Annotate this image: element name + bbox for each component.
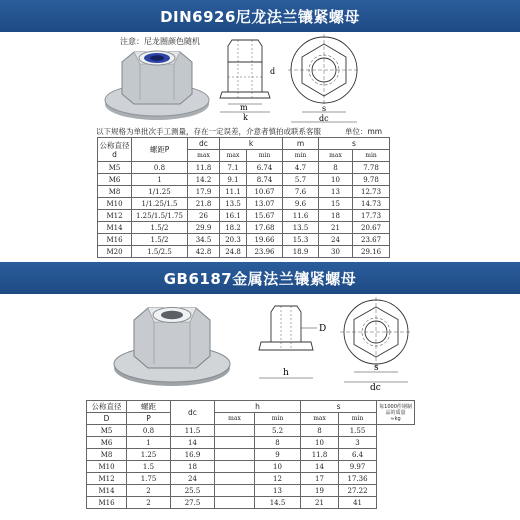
header-k-max: max [220,150,247,162]
header-m-min: min [283,150,319,162]
top-cell: 24.8 [220,246,247,258]
bottom-cell [215,485,255,497]
top-dim-k: k [243,113,248,122]
top-cell: 14.73 [353,198,390,210]
bottom-cell: M5 [87,425,127,437]
top-cell: 13 [319,186,353,198]
top-dim-d: d [270,67,276,76]
top-cell: 11.6 [283,210,319,222]
header-s: s [301,401,377,413]
bottom-row [87,425,415,437]
top-cell: 21 [319,222,353,234]
bottom-dim-h: h [283,368,289,378]
bottom-cell: 27.5 [171,497,215,509]
top-cell: 18.2 [220,222,247,234]
bottom-row [87,473,415,485]
top-cell: 9.1 [220,174,247,186]
top-cell: 20.3 [220,234,247,246]
bottom-cell: 18 [171,461,215,473]
bottom-cell: 16.9 [171,449,215,461]
header-s: s [319,138,390,150]
top-cell: 1 [132,174,188,186]
top-cell: 7.1 [220,162,247,174]
top-cell: 26 [188,210,220,222]
bottom-cell: 1.75 [127,473,171,485]
bottom-cell: 0.8 [127,425,171,437]
bottom-cell: 14 [301,461,339,473]
top-cell: 17.9 [188,186,220,198]
bottom-cell: 2 [127,485,171,497]
header-dc: dc [171,401,215,425]
top-row [98,210,390,222]
bottom-dim-dc: dc [370,383,381,391]
top-cell: M10 [98,198,132,210]
header-pitch: 螺距P [132,138,188,162]
header-size: 公称直径 d [98,138,132,162]
header-dc-max: max [188,150,220,162]
top-dim-s: s [322,104,327,113]
top-row [98,186,390,198]
top-cell: M5 [98,162,132,174]
top-cell: 0.8 [132,162,188,174]
header-weight-text: 每1000件钢制品的质量 [379,403,412,416]
bottom-cell: 21 [301,497,339,509]
top-cell: 29.16 [353,246,390,258]
top-cell: M8 [98,186,132,198]
top-dim-dc: dc [319,114,329,123]
bottom-cell: 14.5 [255,497,301,509]
top-cell: 9.6 [283,198,319,210]
top-cell: 1.5/2.5 [132,246,188,258]
bottom-cell: 1.25 [127,449,171,461]
bottom-cell: 41 [339,497,377,509]
top-cell: 10 [319,174,353,186]
nylon-nut-front-drawing [282,32,372,127]
bottom-cell: 1.55 [339,425,377,437]
bottom-cell: 10 [301,437,339,449]
metal-nut-photo [110,298,235,393]
bottom-cell [215,473,255,485]
header-pitch-P: P [127,413,171,425]
nylon-nut-photo [100,42,215,127]
bottom-cell: 5.2 [255,425,301,437]
top-cell: 1/1.25/1.5 [132,198,188,210]
top-cell: M14 [98,222,132,234]
top-title: DIN6926尼龙法兰镶紧螺母 [160,7,360,26]
top-row [98,162,390,174]
header-size: 公称直径 [87,401,127,413]
top-cell: 16.1 [220,210,247,222]
top-row [98,234,390,246]
top-cell: 13.07 [247,198,283,210]
top-cell: 7.6 [283,186,319,198]
bottom-cell: 11.8 [301,449,339,461]
bottom-cell: 17 [301,473,339,485]
bottom-cell: 3 [339,437,377,449]
top-cell: 8 [319,162,353,174]
top-cell: 1.5/2 [132,234,188,246]
top-cell: 29.9 [188,222,220,234]
top-cell: 17.73 [353,210,390,222]
header-m: m [283,138,319,150]
measure-caption: 以下规格为单批次手工测量，存在一定误差，介意者慎拍或联系客服 [96,127,321,136]
top-cell: 23.96 [247,246,283,258]
bottom-cell: 8 [255,437,301,449]
header-s-max: max [319,150,353,162]
bottom-row [87,449,415,461]
top-cell: M16 [98,234,132,246]
bottom-cell: 9 [255,449,301,461]
top-cell: 13.5 [220,198,247,210]
header-s-min: min [353,150,390,162]
top-title-banner [0,0,520,32]
bottom-cell: 10 [255,461,301,473]
bottom-cell [215,497,255,509]
top-cell: M6 [98,174,132,186]
top-cell: 17.68 [247,222,283,234]
bottom-cell: M16 [87,497,127,509]
top-cell: 21.8 [188,198,220,210]
bottom-cell: M14 [87,485,127,497]
metal-nut-front-drawing [328,296,428,391]
bottom-cell: 11.5 [171,425,215,437]
top-cell: 1.5/2 [132,222,188,234]
top-row [98,246,390,258]
bottom-cell: 19 [301,485,339,497]
top-row [98,174,390,186]
header-h-max: max [215,413,255,425]
bottom-row [87,497,415,509]
bottom-cell [215,461,255,473]
header-dc: dc [188,138,220,150]
top-unit-label: 单位：mm [345,127,383,136]
bottom-cell: M12 [87,473,127,485]
top-cell: 15.3 [283,234,319,246]
bottom-cell: 6.4 [339,449,377,461]
top-cell: 30 [319,246,353,258]
top-cell: 23.67 [353,234,390,246]
bottom-row [87,437,415,449]
bottom-row [87,461,415,473]
top-cell: 1.25/1.5/1.75 [132,210,188,222]
bottom-title: GB6187金属法兰镶紧螺母 [163,269,357,288]
bottom-cell: 1 [127,437,171,449]
top-cell: 15.67 [247,210,283,222]
header-k: k [220,138,283,150]
bottom-cell: 1.5 [127,461,171,473]
bottom-title-banner [0,262,520,294]
top-cell: 13.5 [283,222,319,234]
bottom-cell: M10 [87,461,127,473]
bottom-cell: M8 [87,449,127,461]
top-cell: 18.9 [283,246,319,258]
top-cell: 4.7 [283,162,319,174]
bottom-row [87,485,415,497]
nylon-color-note: 注意：尼龙圈颜色随机 [120,37,200,46]
header-s-min: min [339,413,377,425]
bottom-dim-s: s [374,363,379,373]
top-cell: 11.1 [220,186,247,198]
bottom-cell [215,425,255,437]
bottom-cell [215,437,255,449]
top-cell: 15 [319,198,353,210]
top-dim-m: m [240,103,248,112]
top-row [98,222,390,234]
header-weight-unit: ≈kg [390,415,401,422]
top-cell: 20.67 [353,222,390,234]
top-cell: 10.67 [247,186,283,198]
header-pitch: 螺距 [127,401,171,413]
bottom-cell: 14 [171,437,215,449]
metal-nut-side-drawing [245,300,335,390]
bottom-cell: 27.22 [339,485,377,497]
nylon-nut-side-drawing [210,32,280,122]
top-cell: 9.78 [353,174,390,186]
bottom-cell [215,449,255,461]
top-cell: 6.74 [247,162,283,174]
top-cell: 19.66 [247,234,283,246]
top-cell: 8.74 [247,174,283,186]
top-cell: M12 [98,210,132,222]
gb6187-spec-table [86,400,415,509]
bottom-cell: 12 [255,473,301,485]
top-cell: 42.8 [188,246,220,258]
bottom-cell: 25.5 [171,485,215,497]
top-cell: 7.78 [353,162,390,174]
bottom-dim-D: D [319,324,327,334]
top-cell: 1/1.25 [132,186,188,198]
din6926-spec-table [97,137,390,258]
top-cell: 24 [319,234,353,246]
header-k-min: min [247,150,283,162]
top-cell: 18 [319,210,353,222]
bottom-cell: 24 [171,473,215,485]
bottom-cell: 9.97 [339,461,377,473]
top-cell: 14.2 [188,174,220,186]
header-h-min: min [255,413,301,425]
top-cell: 5.7 [283,174,319,186]
top-row [98,198,390,210]
header-s-max: max [301,413,339,425]
bottom-cell: M6 [87,437,127,449]
bottom-cell: 8 [301,425,339,437]
bottom-cell: 2 [127,497,171,509]
header-size-D: D [87,413,127,425]
header-h: h [215,401,301,413]
top-cell: 12.73 [353,186,390,198]
top-cell: M20 [98,246,132,258]
header-weight [377,401,415,425]
top-cell: 34.5 [188,234,220,246]
top-cell: 11.8 [188,162,220,174]
bottom-cell: 17.36 [339,473,377,485]
bottom-cell: 13 [255,485,301,497]
